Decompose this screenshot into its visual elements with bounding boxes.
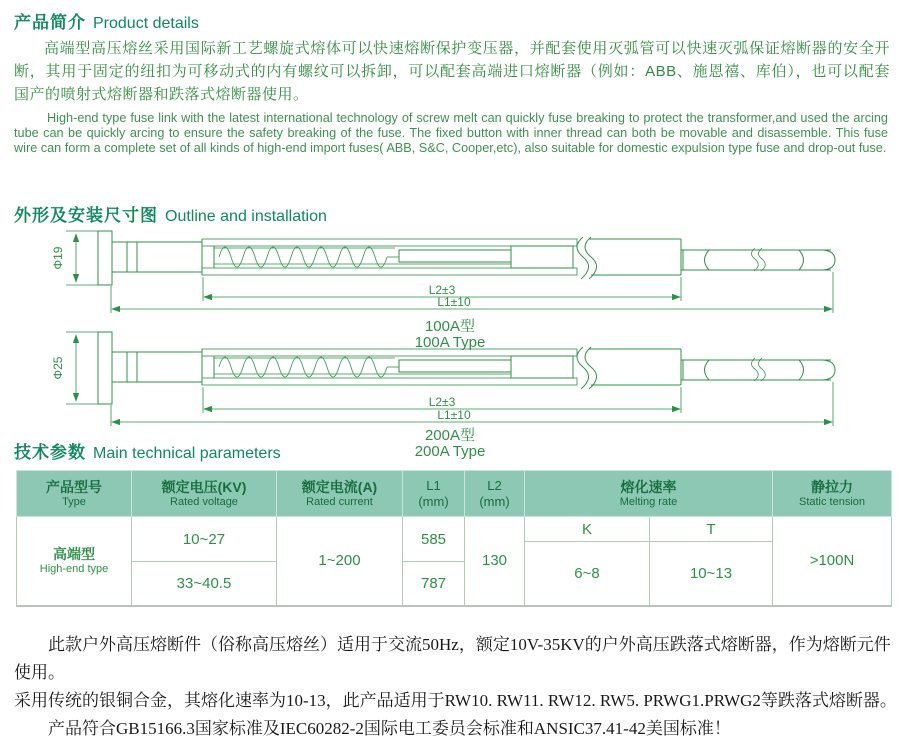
tail-cable (683, 250, 709, 270)
footer-text (14, 631, 898, 738)
l2-label-200a: L2±3 (428, 395, 456, 409)
l1-dimension-200a (111, 382, 833, 426)
product-paragraph-zh: 高端型高压熔丝采用国际新工艺螺旋式熔体可以快速熔断保护变压器，并配套使用灭弧管可以快速灭弧保证熔断器的安全开断，其用于固定的纽扣为可移动式的内有螺纹可以拆卸，可以配套高端进口熔断器（例如：ABB、施恩禧、库伯），也可以配套国产的喷射式熔断器和跌落式熔断器使用。 (14, 40, 890, 103)
footer-line-1: 此款户外高压熔断件（俗称高压熔丝）适用于交流50Hz，额定10V-35KV的户外高压跌落式熔断器，作为熔断元件使用。 (14, 635, 891, 682)
header-rated-current (277, 471, 403, 517)
fuse-element-rod (399, 360, 511, 372)
section-title-outline-en: Outline and installation (165, 208, 327, 225)
type-label-200a-en: 200A Type (414, 443, 486, 460)
header-static-zh: 静拉力 (811, 478, 854, 495)
type-label-200a-zh: 200A型 (424, 427, 476, 444)
header-melting-rate (525, 471, 773, 517)
section-title-product-zh: 产品简介 (14, 13, 86, 32)
fuse-body-200a (98, 332, 835, 404)
header-l2-unit: (mm) (479, 493, 510, 509)
header-l1-unit: (mm) (418, 493, 449, 509)
header-static-tension (773, 471, 892, 517)
header-voltage-en: Rated voltage (170, 495, 238, 508)
header-melting-en: Melting rate (619, 495, 678, 508)
button-cap (98, 332, 112, 404)
header-type (17, 471, 132, 517)
fuse-element-rod (399, 250, 511, 262)
parameters-table (16, 470, 892, 607)
cell-type-en: High-end type (39, 563, 109, 576)
diameter-label-100a: Φ19 (51, 246, 65, 270)
cell-type-zh: 高端型 (53, 546, 95, 563)
type-label-100a-zh: 100A型 (424, 318, 476, 335)
header-static-en: Static tension (798, 495, 866, 508)
cell-product-type (17, 517, 132, 606)
diameter-label-200a: Φ25 (51, 356, 65, 380)
section-title-outline-zh: 外形及安装尺寸图 (14, 206, 158, 225)
header-l1-label: L1 (426, 477, 441, 493)
product-paragraph-en: High-end type fuse link with the latest international technology of screw melt can quickly fuse breaking to protect the transformer,and used the arcing tube can be quickly arcing to ensure the safety breaking of the fuse. The fixed button with inner thread can both be movable and disassemble. This fuse wire can form a complete set of all kinds of high-end import fuses( ABB, S&C, Cooper,etc), also suitable for domestic expulsion type fuse and drop-out fuse. (14, 111, 888, 155)
cell-voltage-2: 33~40.5 (132, 562, 277, 606)
cell-current: 1~200 (277, 517, 403, 606)
cell-static-tension: >100N (773, 517, 892, 606)
cell-melting-t-label: T (650, 517, 773, 542)
header-l1 (403, 471, 465, 517)
type-label-100a-en: 100A Type (414, 334, 486, 351)
header-current-en: Rated current (306, 495, 373, 508)
header-current-zh: 额定电流(A) (301, 478, 378, 495)
l1-label-100a: L1±10 (437, 295, 471, 309)
cell-melting-k-value: 6~8 (525, 542, 650, 606)
tail-cable (683, 360, 709, 380)
footer-line-2: 采用传统的银铜合金，其熔化速率为10-13，此产品适用于RW10. RW11. RW12. RW5. PRWG1.PRWG2等跌落式熔断器。 (14, 691, 897, 710)
break-symbol (577, 237, 589, 279)
section-title-outline (14, 201, 327, 226)
diameter-dimension-100a (51, 231, 98, 285)
section-title-product-en: Product details (93, 15, 199, 32)
diameter-dimension-200a (51, 332, 98, 404)
cell-l1-1: 585 (403, 517, 465, 562)
l2-label-100a: L2±3 (428, 283, 456, 297)
header-rated-voltage (132, 471, 277, 517)
section-title-parameters-zh: 技术参数 (14, 443, 86, 462)
header-type-zh: 产品型号 (46, 478, 102, 495)
l1-dimension-100a (111, 272, 833, 313)
header-l2-label: L2 (487, 477, 502, 493)
button-cap (98, 231, 112, 285)
section-title-parameters (14, 438, 281, 463)
header-voltage-zh: 额定电压(KV) (161, 478, 247, 495)
cell-melting-k-label: K (525, 517, 650, 542)
section-title-product (14, 8, 199, 33)
section-title-parameters-en: Main technical parameters (93, 445, 281, 462)
cell-l2: 130 (465, 517, 525, 606)
header-melting-zh: 熔化速率 (620, 478, 677, 495)
break-symbol (577, 347, 589, 389)
footer-line-3: 产品符合GB15166.3国家标准及IEC60282-2国际电工委员会标准和ANSIC37.41-42美国标准！ (48, 719, 731, 738)
table-row (17, 517, 892, 542)
header-type-en: Type (62, 495, 86, 508)
table-header-row (17, 471, 892, 517)
fuse-body-100a (98, 231, 835, 285)
cell-voltage-1: 10~27 (132, 517, 277, 562)
cell-melting-t-value: 10~13 (650, 542, 773, 606)
cell-l1-2: 787 (403, 562, 465, 606)
l1-label-200a: L1±10 (437, 408, 471, 422)
header-l2 (465, 471, 525, 517)
